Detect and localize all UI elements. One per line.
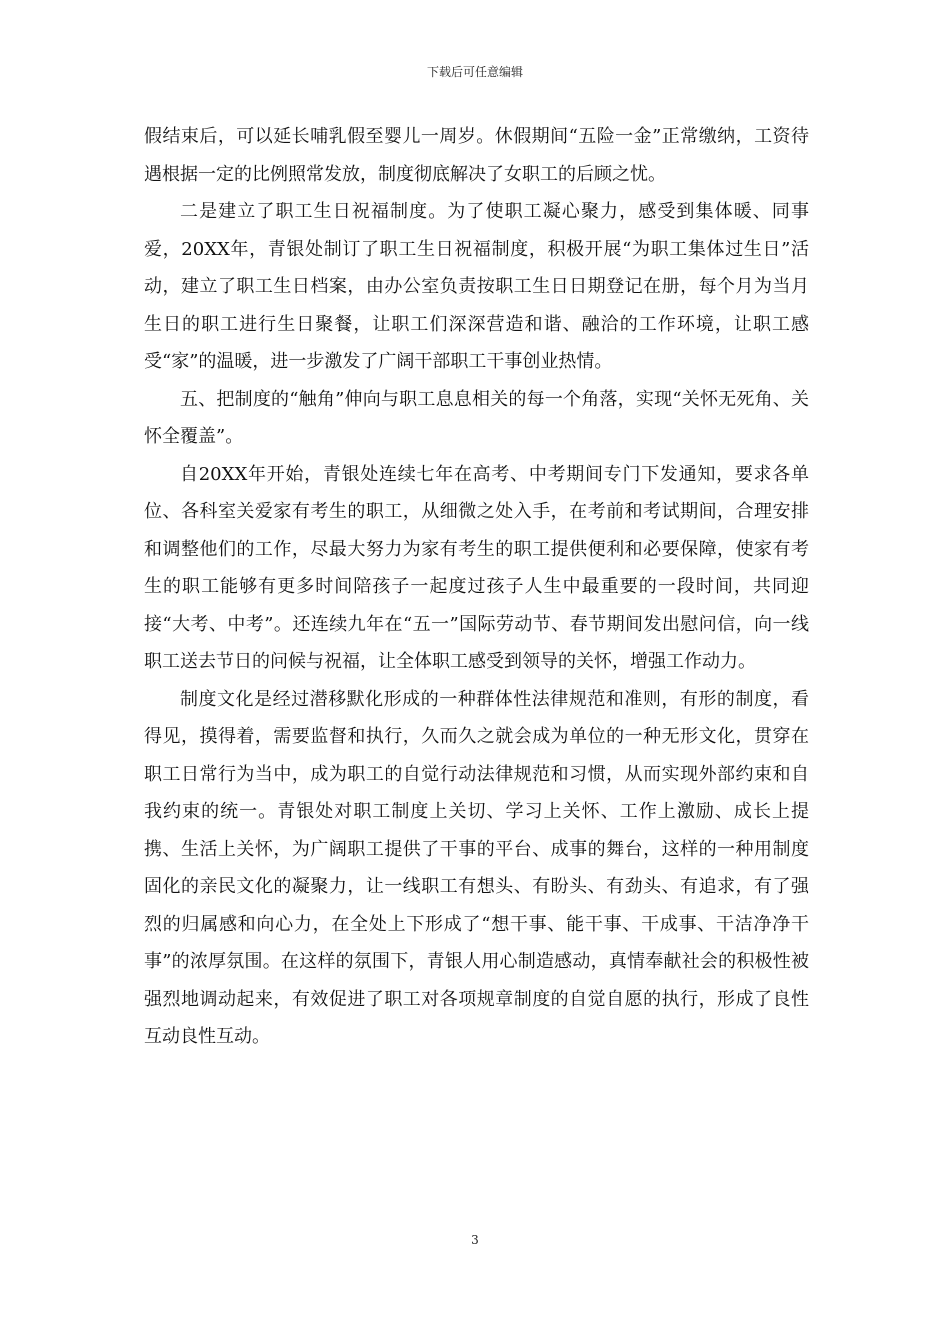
- page-header: 下载后可任意编辑: [426, 65, 523, 79]
- page-number: 3: [471, 1233, 479, 1247]
- paragraph-5: 制度文化是经过潜移默化形成的一种群体性法律规范和准则，有形的制度，看得见，摸得着，需要监督和执行，久而久之就会成为单位的一种无形文化，贯穿在职工日常行为当中，成为职工的自觉行动法律规范和习惯，从而实现外部约束和自我约束的统一。青银处对职工制度上关切、学习上关怀、工作上激励、成长上提携、生活上关怀，为广阔职工提供了干事的平台、成事的舞台，这样的一种用制度固化的亲民文化的凝聚力，让一线职工有想头、有盼头、有劲头、有追求，有了强烈的归属感和向心力，在全处上下形成了“想干事、能干事、干成事、干洁净净干事”的浓厚氛围。在这样的氛围下，青银人用心制造感动，真情奉献社会的积极性被强烈地调动起来，有效促进了职工对各项规章制度的自觉自愿的执行，形成了良性互动良性互动。: [144, 688, 809, 1047]
- paragraph-1: 假结束后，可以延长哺乳假至婴儿一周岁。休假期间“五险一金”正常缴纳，工资待遇根据一定的比例照常发放，制度彻底解决了女职工的后顾之忧。: [144, 126, 809, 185]
- paragraph-2: 二是建立了职工生日祝福制度。为了使职工凝心聚力，感受到集体暖、同事爱，20XX年，青银处制订了职工生日祝福制度，积极开展“为职工集体过生日”活动，建立了职工生日档案，由办公室负责按职工生日日期登记在册，每个月为当月生日的职工进行生日聚餐，让职工们深深营造和谐、融洽的工作环境，让职工感受“家”的温暖，进一步激发了广阔干部职工干事创业热情。: [144, 201, 809, 372]
- paragraph-3: 五、把制度的“触角”伸向与职工息息相关的每一个角落，实现“关怀无死角、关怀全覆盖”。: [144, 388, 809, 447]
- document-body: [144, 118, 809, 1056]
- paragraph-4: 自20XX年开始，青银处连续七年在高考、中考期间专门下发通知，要求各单位、各科室关爱家有考生的职工，从细微之处入手，在考前和考试期间，合理安排和调整他们的工作，尽最大努力为家有考生的职工提供便利和必要保障，使家有考生的职工能够有更多时间陪孩子一起度过孩子人生中最重要的一段时间，共同迎接“大考、中考”。还连续九年在“五一”国际劳动节、春节期间发出慰问信，向一线职工送去节日的问候与祝福，让全体职工感受到领导的关怀，增强工作动力。: [144, 463, 809, 672]
